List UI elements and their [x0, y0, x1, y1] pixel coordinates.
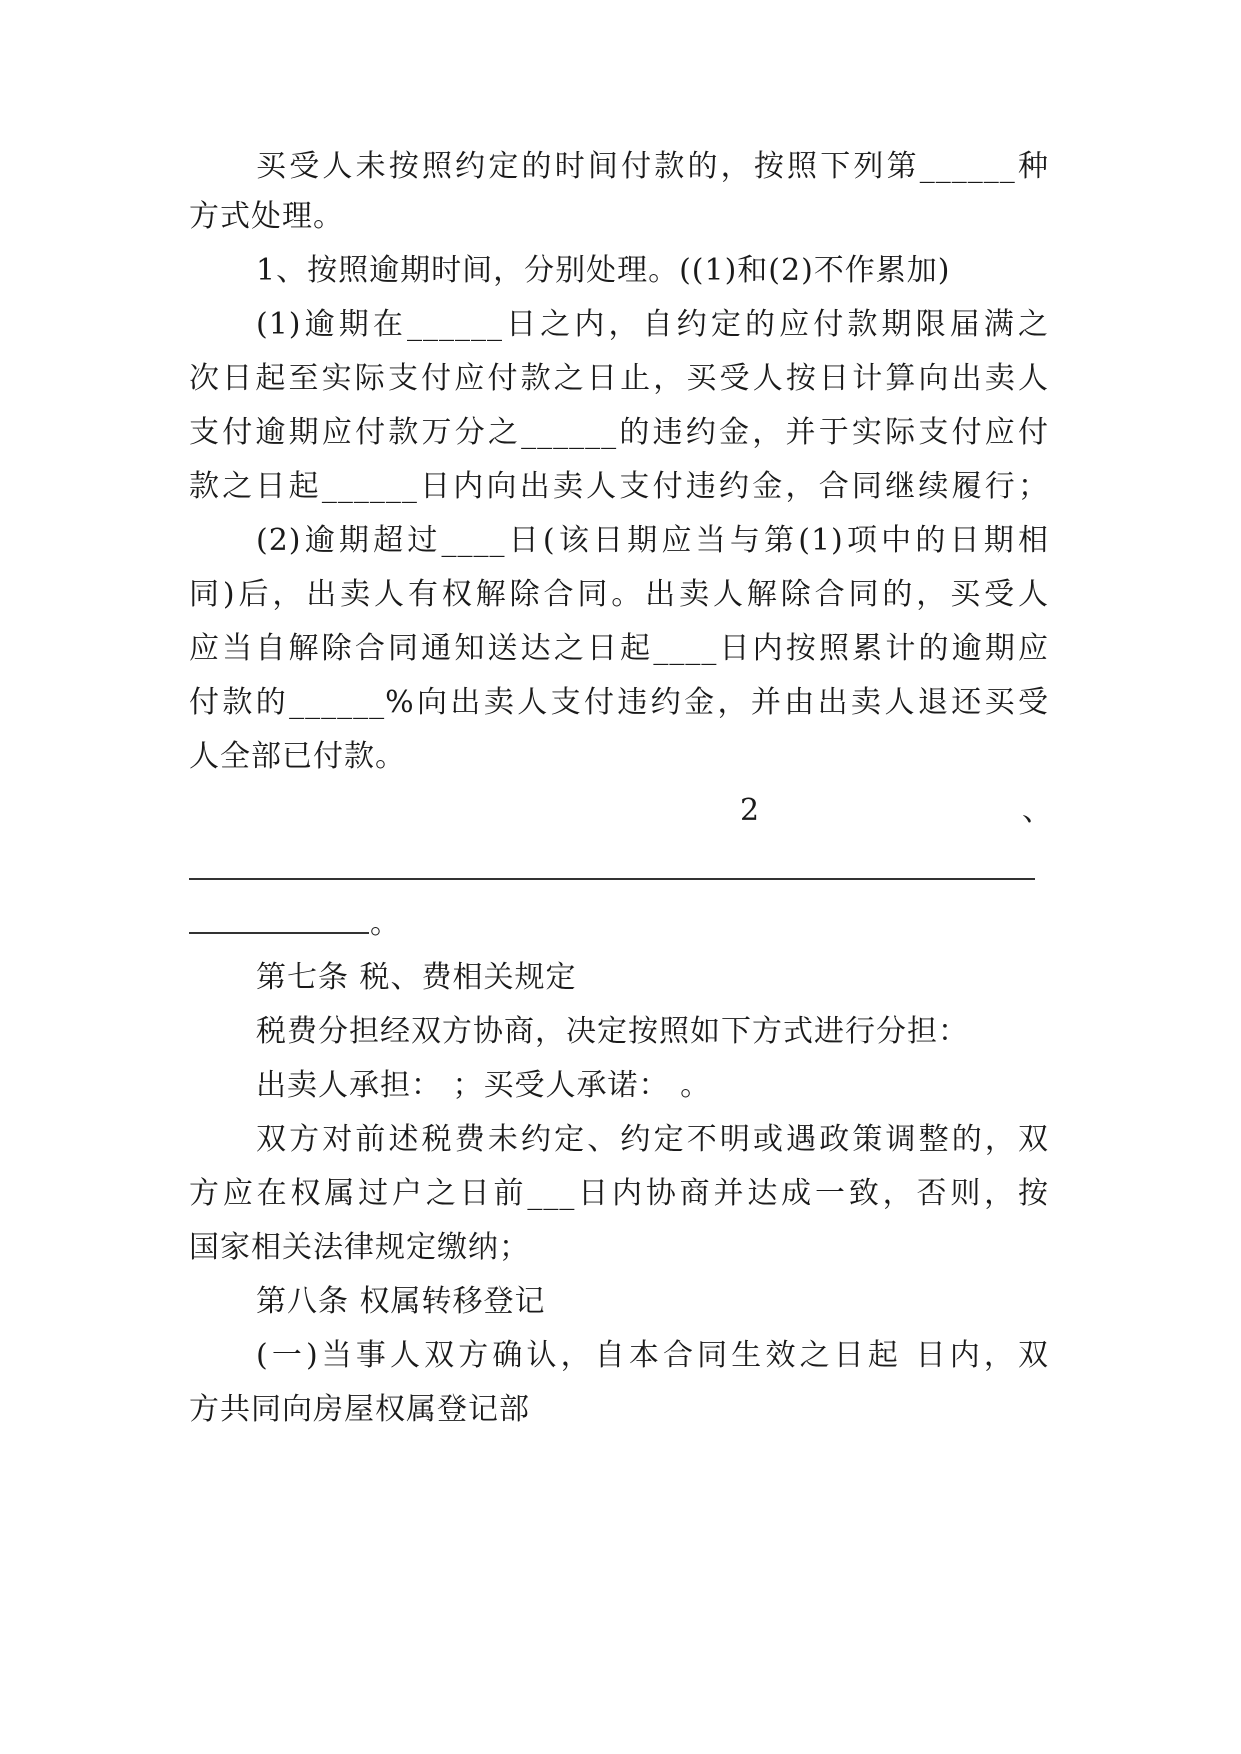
paragraph-line: 方应在权属过户之日前___日内协商并达成一致，否则，按 [189, 1176, 1049, 1211]
paragraph-line: 双方对前述税费未约定、约定不明或遇政策调整的，双 [256, 1122, 1049, 1157]
article-8-heading: 第八条 权属转移登记 [256, 1284, 546, 1319]
paragraph-line: 次日起至实际支付应付款之日止，买受人按日计算向出卖人 [189, 361, 1049, 396]
paragraph-line: 买受人未按照约定的时间付款的，按照下列第______种 [256, 149, 1049, 184]
blank-line-short [189, 932, 369, 934]
paragraph-line: (2)逾期超过____日(该日期应当与第(1)项中的日期相 [256, 523, 1049, 558]
paragraph-line: 方式处理。 [189, 199, 344, 234]
paragraph-line: 应当自解除合同通知送达之日起____日内按照累计的逾期应 [189, 631, 1049, 666]
paragraph-line: 出卖人承担： ；买受人承诺： 。 [256, 1068, 712, 1103]
paragraph-line: 同)后，出卖人有权解除合同。出卖人解除合同的，买受人 [189, 577, 1049, 612]
article-7-heading: 第七条 税、费相关规定 [256, 960, 577, 995]
paragraph-line: (一)当事人双方确认，自本合同生效之日起 日内，双 [256, 1338, 1049, 1373]
paragraph-line: (1)逾期在______日之内，自约定的应付款期限届满之 [256, 307, 1049, 342]
item-2-end: 。 [370, 906, 400, 941]
paragraph-line: 国家相关法律规定缴纳； [189, 1230, 530, 1265]
paragraph-line: 税费分担经双方协商，决定按照如下方式进行分担： [256, 1014, 969, 1049]
paragraph-line: 人全部已付款。 [189, 739, 406, 774]
paragraph-line: 款之日起______日内向出卖人支付违约金，合同继续履行； [189, 469, 1049, 504]
item-2-number: 2 [740, 793, 760, 828]
paragraph-line: 方共同向房屋权属登记部 [189, 1392, 530, 1427]
item-2-mark: 、 [1022, 793, 1052, 828]
paragraph-line: 支付逾期应付款万分之______的违约金，并于实际支付应付 [189, 415, 1049, 450]
paragraph-line: 1、按照逾期时间，分别处理。((1)和(2)不作累加) [256, 253, 951, 288]
paragraph-line: 付款的______%向出卖人支付违约金，并由出卖人退还买受 [189, 685, 1049, 720]
blank-line-long [189, 878, 1035, 880]
